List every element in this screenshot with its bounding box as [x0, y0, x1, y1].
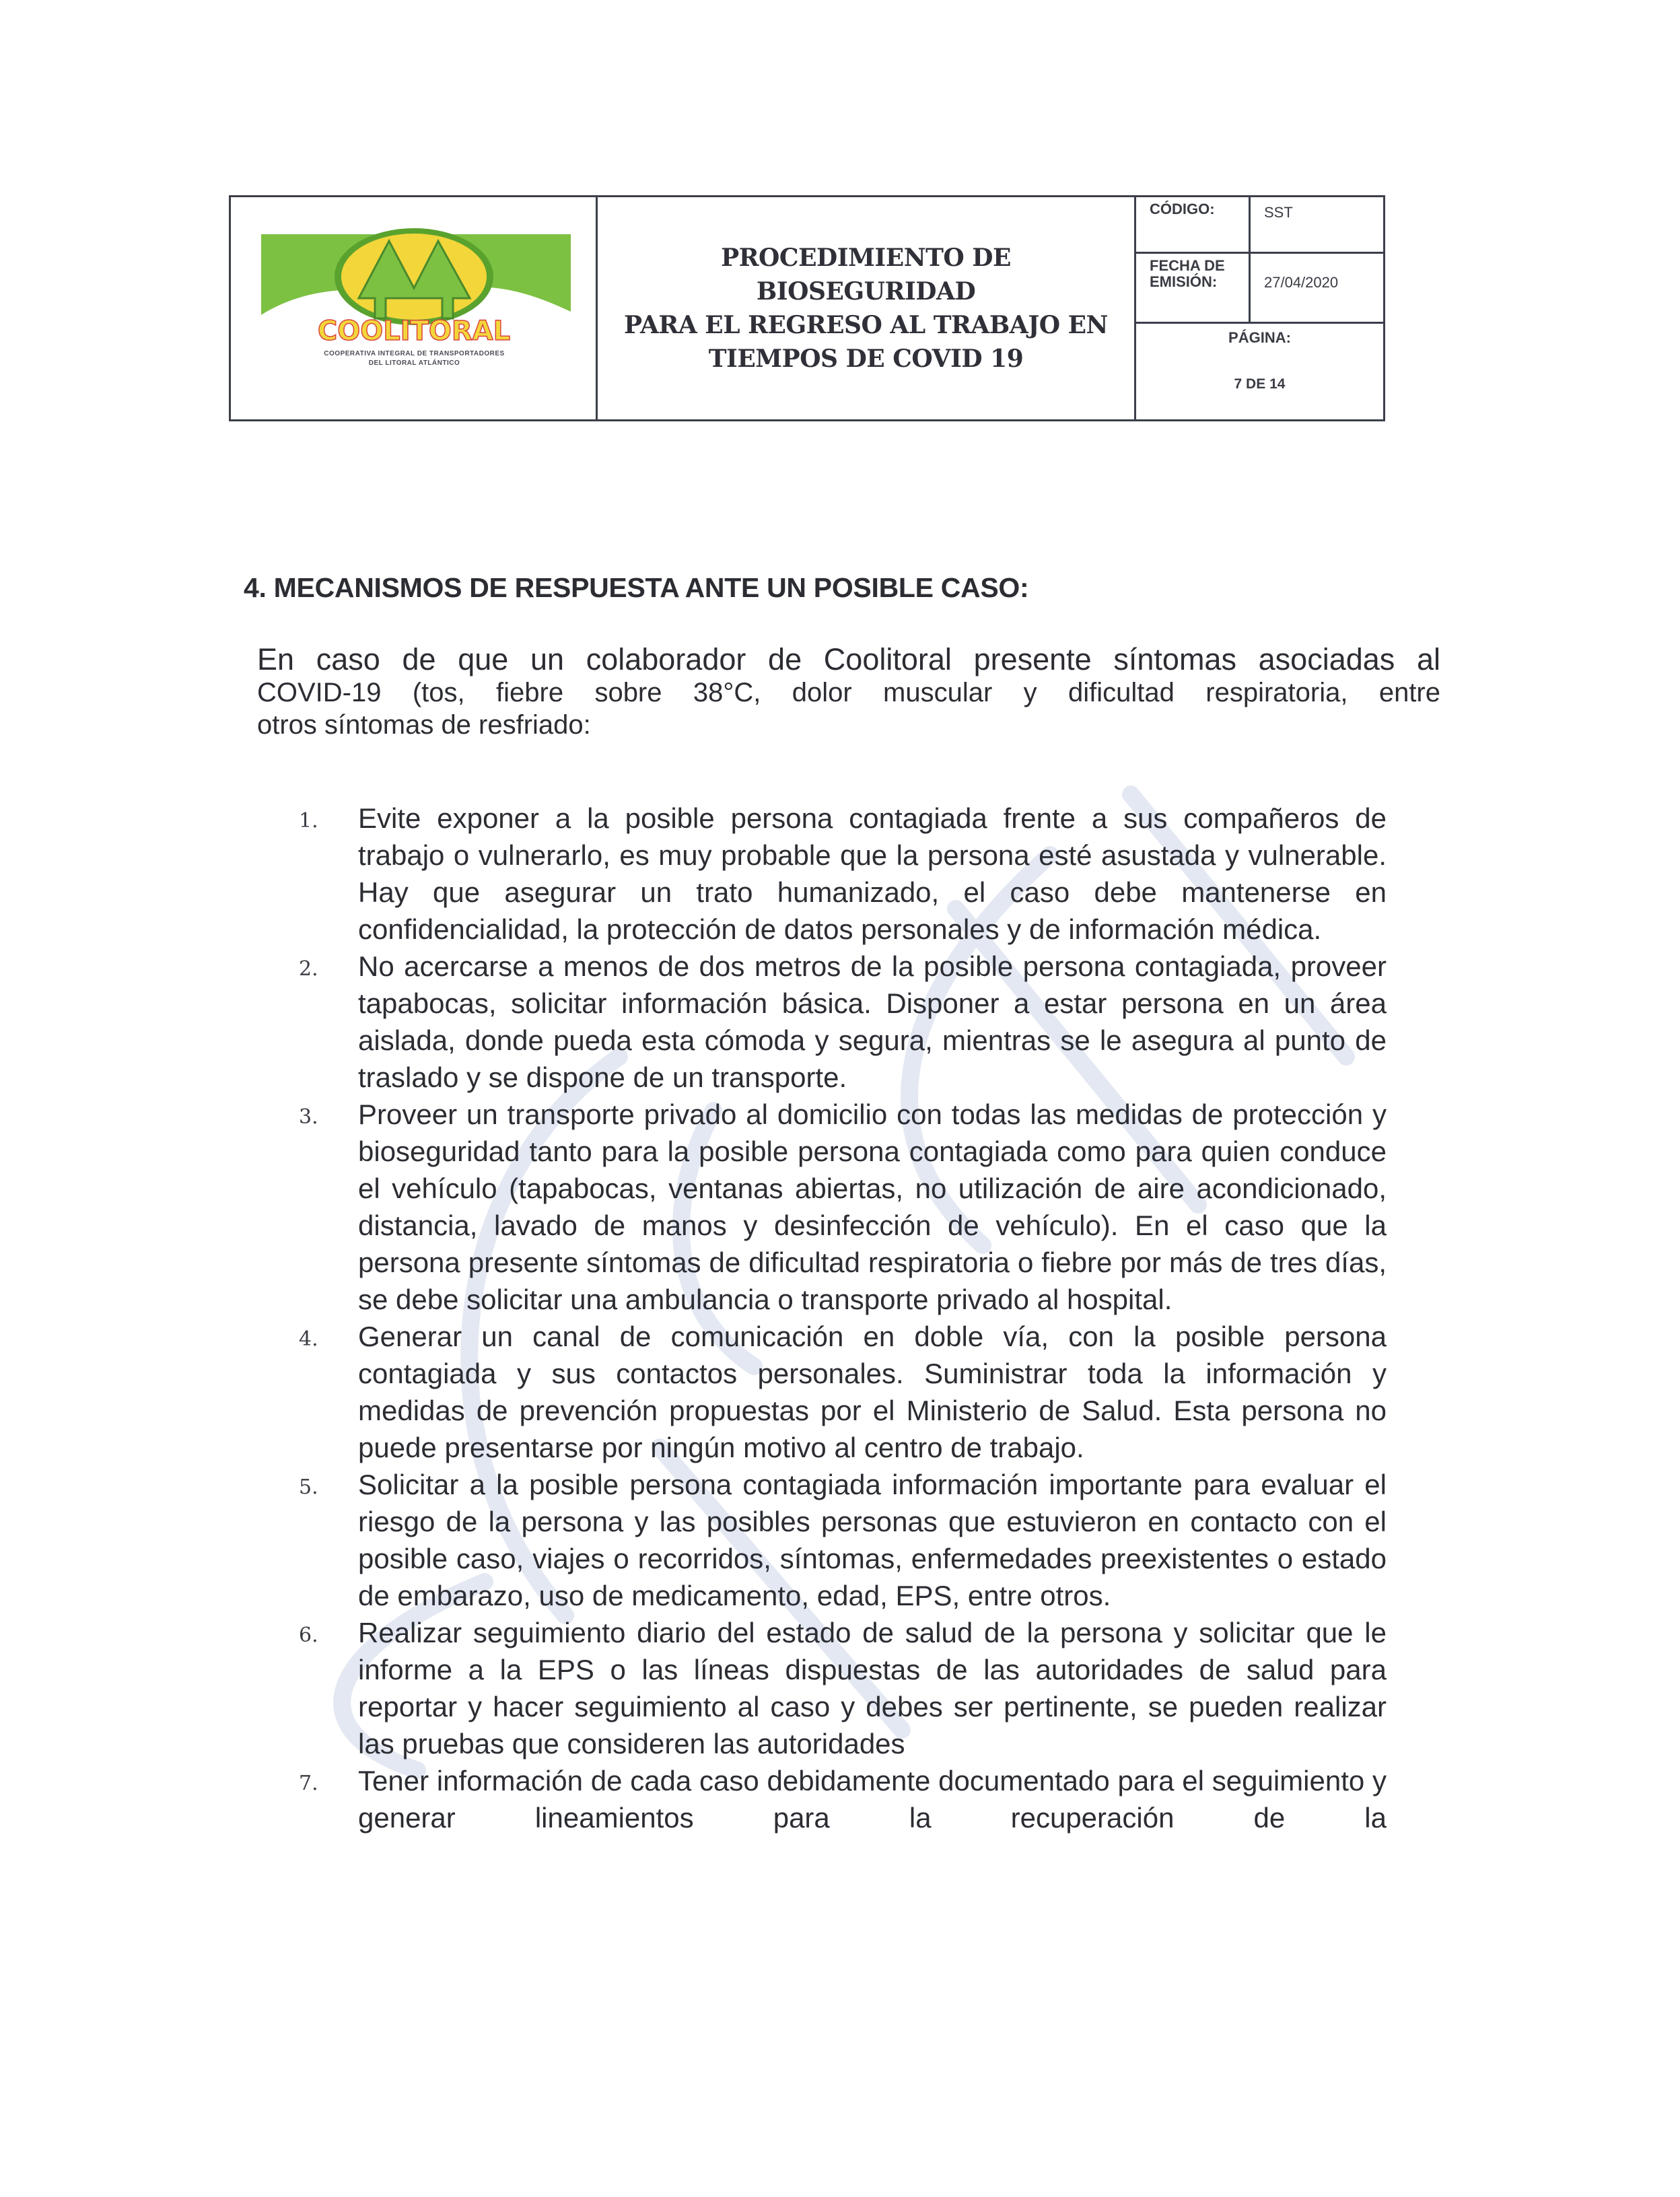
item-number: 5.: [299, 1475, 318, 1499]
intro-line-3: otros síntomas de resfriado:: [257, 710, 591, 740]
item-text: Generar un canal de comunicación en doble vía, con la posible persona contagiada y sus contactos personales. Suministrar toda la información y medidas de prevención propuestas por el Ministerio de Salud. Esta persona no puede presentarse por ningún motivo al centro de trabajo.: [358, 1321, 1387, 1463]
intro-paragraph: [257, 643, 1440, 741]
fecha-label: FECHA DE EMISIÓN:: [1136, 254, 1251, 322]
item-number: 3.: [299, 1105, 318, 1129]
item-text: Solicitar a la posible persona contagiada información importante para evaluar el riesgo de la persona y las posibles personas que estuvieron en contacto con el posible caso, viajes o recorridos, síntomas, enfermedades preexistentes o estado de embarazo, uso de medicamento, edad, EPS, entre otros.: [358, 1469, 1387, 1611]
fecha-row: [1136, 254, 1383, 324]
title-line-1: PROCEDIMIENTO DE BIOSEGURIDAD: [721, 244, 1011, 306]
intro-line-2: COVID-19 (tos, fiebre sobre 38°C, dolor muscular y dificultad respiratoria, entre: [257, 678, 1440, 707]
list-item: [296, 1762, 1387, 1836]
item-text: No acercarse a menos de dos metros de la posible persona contagiada, proveer tapabocas, solicitar información básica. Disponer a estar persona en un área aislada, donde pueda esta cómoda y segura, mientras se le asegura al punto de traslado y se dispone de un transporte.: [358, 950, 1387, 1093]
response-steps-list: [296, 800, 1387, 1836]
item-number: 1.: [299, 809, 318, 833]
list-item: [296, 1614, 1387, 1762]
list-item: [296, 1096, 1387, 1318]
pagina-label: PÁGINA:: [1228, 329, 1291, 346]
list-item: [296, 948, 1387, 1096]
codigo-row: [1136, 197, 1383, 254]
pagina-cell: [1136, 324, 1383, 419]
document-title: [598, 197, 1136, 419]
item-text: Tener información de cada caso debidamente documentado para el seguimiento y generar lineamientos para la recuperación de la: [358, 1765, 1387, 1834]
title-line-2: PARA EL REGRESO AL TRABAJO EN: [624, 311, 1108, 339]
list-item: [296, 800, 1387, 948]
list-item: [296, 1466, 1387, 1614]
item-number: 4.: [299, 1327, 318, 1351]
document-meta: [1136, 197, 1383, 419]
fecha-value: 27/04/2020: [1264, 274, 1339, 291]
intro-line-1: En caso de que un colaborador de Coolitoral presente síntomas asociadas al: [257, 642, 1440, 676]
codigo-value: SST: [1264, 204, 1293, 221]
title-line-3: TIEMPOS DE COVID 19: [708, 345, 1024, 373]
document-header-table: [229, 195, 1385, 421]
item-number: 6.: [299, 1624, 318, 1647]
list-item: [296, 1318, 1387, 1466]
logo-cell: [231, 197, 598, 419]
item-text: Evite exponer a la posible persona contagiada frente a sus compañeros de trabajo o vulnerarlo, es muy probable que la persona esté asustada y vulnerable. Hay que asegurar un trato humanizado, el caso debe mantenerse en confidencialidad, la protección de datos personales y de información médica.: [358, 802, 1387, 945]
item-text: Realizar seguimiento diario del estado de salud de la persona y solicitar que le informe a la EPS o las líneas dispuestas de las autoridades de salud para reportar y hacer seguimiento al caso y debes ser pertinente, se pueden realizar las pruebas que consideren las autoridades: [358, 1617, 1387, 1759]
logo-subtitle-line2: DEL LITORAL ATLÁNTICO: [368, 359, 460, 367]
section-heading: 4. MECANISMOS DE RESPUESTA ANTE UN POSIBLE CASO:: [244, 572, 1029, 603]
item-number: 2.: [299, 957, 318, 981]
item-text: Proveer un transporte privado al domicilio con todas las medidas de protección y bioseguridad tanto para la posible persona contagiada como para quien conduce el vehículo (tapabocas, ventanas abiertas, no utilización de aire acondicionado, distancia, lavado de manos y desinfección de vehículo). En el caso que la persona presente síntomas de dificultad respiratoria o fiebre por más de tres días, se debe solicitar una ambulancia o transporte privado al hospital.: [358, 1098, 1387, 1315]
pagina-value: 7 DE 14: [1234, 376, 1286, 392]
logo-subtitle-line1: COOPERATIVA INTEGRAL DE TRANSPORTADORES: [324, 350, 505, 357]
codigo-label: CÓDIGO:: [1136, 197, 1251, 252]
coolitoral-logo-icon: [258, 217, 571, 342]
svg-text:COOLITORAL: COOLITORAL: [317, 316, 511, 342]
item-number: 7.: [299, 1772, 318, 1795]
